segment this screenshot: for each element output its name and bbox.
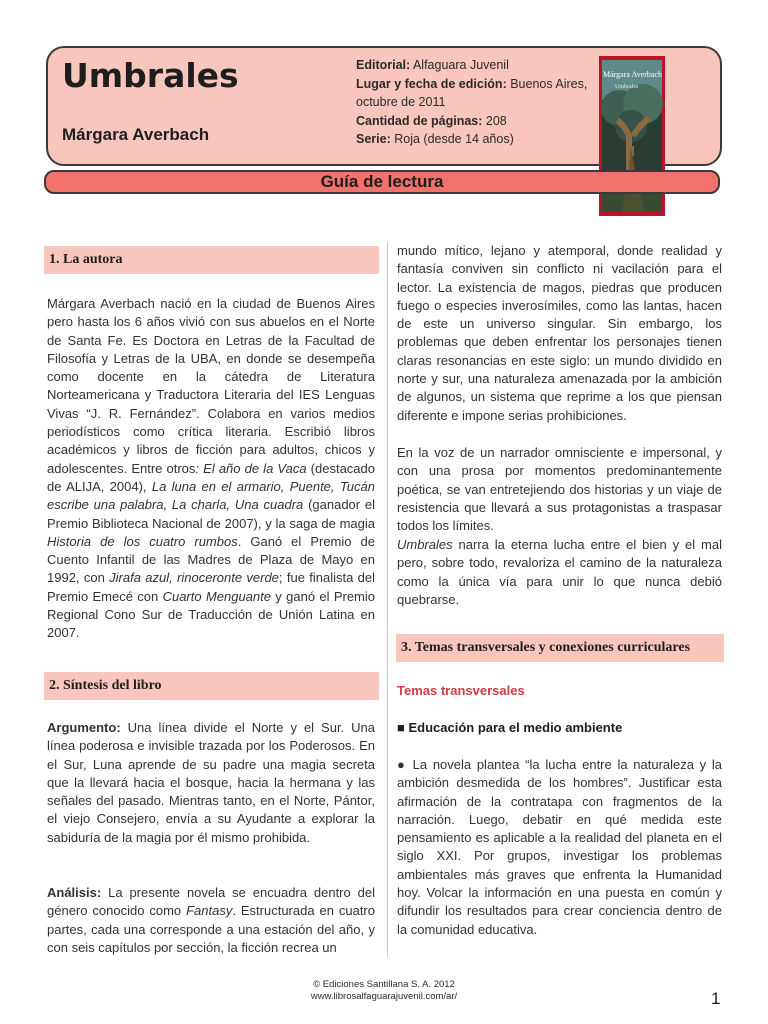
book-metadata xyxy=(356,56,592,149)
meta-series: Serie: Roja (desde 14 años) xyxy=(356,132,514,146)
author-biography: Márgara Averbach nació en la ciudad de Buenos Aires pero hasta los 6 años vivió con sus abuelos en el Norte de Santa Fe. Es Doctora en Letras de la Facultad de Filosofía y Letras de la UBA, en donde se desempeña como docente en la cátedra de Literatura Norteamericana y Traductora Literaria del IES Lenguas Vivas “J. R. Fernández”. Colabora en varios medios periodísticos como crítica literaria. Escribió libros académicos y libros de ficción para adultos, chicos y adolescentes. Entre otros: El año de la Vaca (destacado de ALIJA, 2004), La luna en el armario, Puente, Tucán escribe una palabra, La charla, Una cuadra (ganador el Premio Biblioteca Nacional de 2007), y la saga de magia Historia de los cuatro rumbos. Ganó el Premio de Cuento Infantil de las Madres de Plaza de Mayo en 1992, con Jirafa azul, rinoceronte verde; fue finalista del Premio Emecé con Cuarto Menguante y ganó el Premio Regional Cono Sur de Traducción de Unión Latina en 2007. xyxy=(47,296,375,641)
section-heading-synopsis: 2. Síntesis del libro xyxy=(44,672,379,700)
synopsis-analysis: Análisis: La presente novela se encuadra dentro del género conocido como Fantasy. Estructurada en cuatro partes, cada una corresponde a una estación del año, y con seis capítulos por sección, la ficción recrea un xyxy=(47,885,375,955)
subheading-environment: ■ Educación para el medio ambiente xyxy=(397,720,623,735)
footer xyxy=(0,979,768,1003)
book-author: Márgara Averbach xyxy=(62,125,210,144)
narrator-paragraph: En la voz de un narrador omnisciente e impersonal, y con una prosa por momentos predominantemente poética, se van entretejiendo dos historias y un viaje de resistencia que llevará a sus protagonistas a traspasar todos los límites. xyxy=(397,445,722,534)
section-heading-author: 1. La autora xyxy=(44,246,379,274)
column-divider xyxy=(387,242,388,957)
cover-title-text: Umbrales xyxy=(615,84,639,90)
meta-publisher: Editorial: Alfaguara Juvenil xyxy=(356,58,509,72)
square-bullet-icon: ■ xyxy=(397,720,409,735)
footer-copyright: © Ediciones Santillana S. A. 2012 xyxy=(313,979,455,990)
synopsis-argument: Argumento: Una línea divide el Norte y el Sur. Una línea poderosa e invisible trazada por los Poderosos. En el Sur, Luna aprende de su padre una magia secreta que la llevará hacia el bosque, hacia la hermana y las señales del pasado. Mientras tanto, en el Norte, Pántor, el viejo Consejero, envía a su Ayudante a explorar la sabiduría de la magia por él mismo prohibida. xyxy=(47,720,375,845)
cover-author-text: Márgara Averbach xyxy=(603,70,663,79)
environment-activity: ● La novela plantea “la lucha entre la naturaleza y la ambición desmedida de los hombres”. Justificar esta afirmación de la contratapa con fragmentos de la narración. Luego, debatir en qué medida este pensamiento es aplicable a la realidad del planeta en el siglo XXI. Por grupos, investigar los problemas ambientales más graves que enfrenta la Humanidad hoy. Volcar la información en una puesta en común y difundir los resultados para crear conciencia dentro de la comunidad educativa. xyxy=(397,757,722,937)
theme-paragraph: Umbrales narra la eterna lucha entre el bien y el mal pero, sobre todo, revaloriza el camino de la naturaleza como la única vía para unir lo que nunca debió quebrarse. xyxy=(397,537,722,607)
analysis-continuation: mundo mítico, lejano y atemporal, donde realidad y fantasía conviven sin conflicto ni vacilación para el lector. La existencia de magos, piedras que producen fuego o especies inverosímiles, como las lantas, hacen de este un universo singular. Sin embargo, los problemas que deben enfrentar los personajes tienen claras resonancias en este siglo: un mundo dividido en norte y sur, una naturaleza amenazada por la ambición de algunos, un sistema que reprime a los que piensan diferente e impone serias prohibiciones. xyxy=(397,243,722,423)
reading-guide-banner: Guía de lectura xyxy=(44,170,720,194)
page-number: 1 xyxy=(711,989,721,1008)
round-bullet-icon: ● xyxy=(397,757,407,772)
footer-url[interactable]: www.librosalfaguarajuvenil.com/ar/ xyxy=(310,991,458,1002)
section-heading-themes: 3. Temas transversales y conexiones curriculares xyxy=(396,634,724,662)
meta-pages: Cantidad de páginas: 208 xyxy=(356,113,507,128)
subheading-transversal-themes: Temas transversales xyxy=(397,683,525,698)
meta-place-date: Lugar y fecha de edición: Buenos Aires, octubre de 2011 xyxy=(356,76,588,109)
book-title: Umbrales xyxy=(62,56,239,95)
